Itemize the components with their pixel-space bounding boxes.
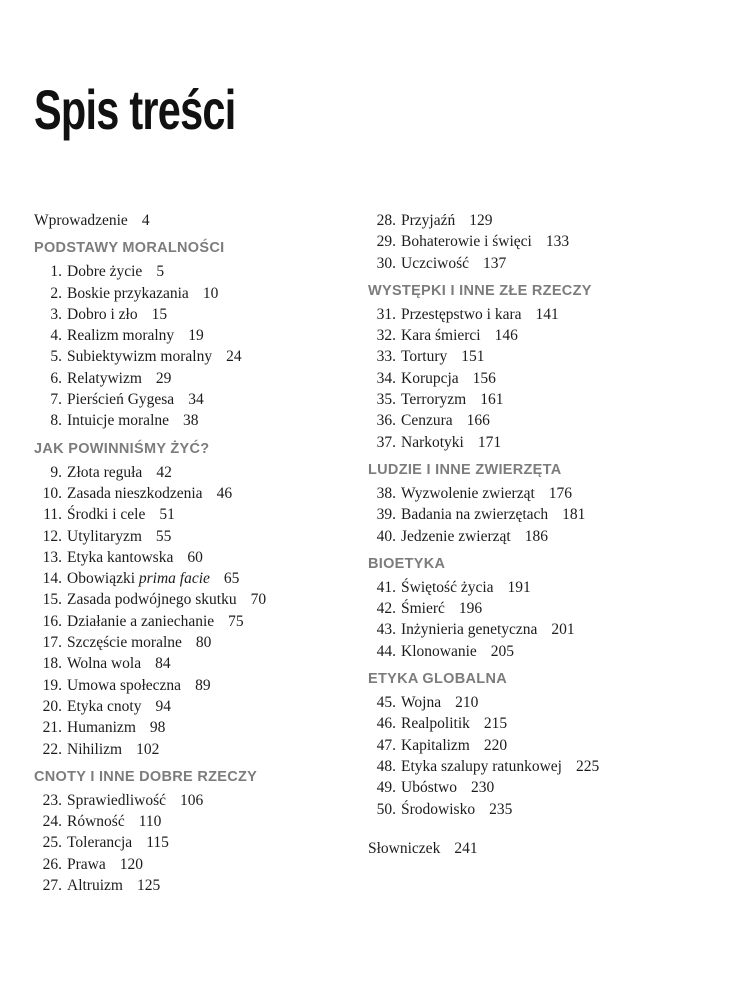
toc-entry[interactable] — [34, 717, 354, 738]
toc-entry-title: Cenzura — [401, 412, 453, 430]
toc-entry-page: 120 — [119, 855, 143, 873]
toc-entry-title: Złota reguła — [67, 463, 143, 481]
toc-entry-title: Prawa — [67, 855, 106, 873]
toc-entry[interactable] — [368, 799, 728, 820]
toc-entry-title: Środki i cele — [67, 506, 146, 524]
toc-entry-number: 10. — [42, 484, 62, 502]
toc-entry-page: 98 — [149, 719, 166, 737]
toc-entry-title: Nihilizm — [67, 740, 123, 758]
toc-entry-title: Działanie a zaniechanie — [67, 612, 215, 630]
toc-entry-title: Równość — [67, 813, 125, 831]
toc-entry-number: 16. — [42, 612, 62, 630]
toc-entry[interactable] — [368, 253, 728, 274]
toc-glossary-entry[interactable] — [368, 838, 728, 859]
toc-entry-page: 220 — [483, 736, 508, 754]
toc-entry-page: 115 — [146, 834, 169, 852]
toc-entry-title: Tortury — [401, 348, 448, 366]
toc-entry-title: Tolerancja — [67, 834, 133, 852]
toc-entry-number: 9. — [50, 463, 62, 481]
toc-entry-title: Relatywizm — [67, 369, 142, 387]
toc-sections-left — [34, 237, 354, 896]
toc-entry-page: 156 — [472, 369, 496, 387]
toc-entry-number: 35. — [376, 391, 396, 409]
toc-entry-number: 30. — [376, 254, 396, 272]
toc-entry-page: 70 — [250, 591, 267, 609]
toc-entry-title: Kapitalizm — [401, 736, 470, 754]
toc-entry[interactable] — [34, 346, 354, 367]
toc-intro-entry[interactable] — [34, 210, 354, 231]
toc-column-left — [34, 210, 354, 896]
toc-entry-title: Badania na zwierzętach — [401, 506, 549, 524]
toc-entry-title: Inżynieria genetyczna — [401, 621, 538, 639]
toc-entry-title: Korupcja — [401, 369, 459, 387]
toc-entry[interactable] — [368, 526, 728, 547]
toc-entry[interactable] — [368, 483, 728, 504]
toc-entry-number: 31. — [376, 305, 396, 323]
toc-entry-number: 40. — [376, 527, 396, 545]
toc-entry-page: 19 — [188, 327, 204, 345]
toc-entry-title: Etyka szalupy ratunkowej — [401, 757, 562, 775]
toc-entry-number: 15. — [42, 591, 62, 609]
toc-entry[interactable] — [368, 368, 728, 389]
toc-entry-number: 19. — [42, 676, 62, 694]
toc-entry-page: 181 — [562, 506, 586, 524]
toc-entry-page: 94 — [155, 697, 171, 715]
toc-entry-page: 215 — [483, 715, 508, 733]
toc-entry[interactable] — [34, 568, 354, 589]
toc-entry-number: 5. — [50, 348, 62, 366]
toc-entry-page: 176 — [548, 484, 573, 502]
toc-entry-page: 15 — [151, 305, 168, 323]
toc-entry-number: 2. — [50, 284, 62, 302]
toc-entry-number: 50. — [376, 800, 396, 818]
toc-entry[interactable] — [34, 696, 354, 717]
toc-section-heading: BIOETYKA — [368, 555, 446, 572]
toc-entry-title: Dobre życie — [67, 263, 143, 281]
toc-entry-page: 84 — [155, 655, 171, 673]
toc-entry[interactable] — [368, 346, 728, 367]
toc-entry-page: 89 — [195, 676, 211, 694]
toc-entry-title: Zasada nieszkodzenia — [67, 484, 203, 502]
toc-entry-label: Wprowadzenie — [34, 212, 128, 229]
toc-entry-page: 60 — [187, 548, 203, 566]
toc-entry-title: Dobro i zło — [67, 305, 138, 323]
toc-section-heading: PODSTAWY MORALNOŚCI — [34, 240, 225, 257]
toc-entry-title: Świętość życia — [401, 578, 494, 596]
toc-entry-number: 12. — [42, 527, 62, 545]
toc-entry[interactable] — [368, 389, 728, 410]
toc-entry-page: 55 — [155, 527, 172, 545]
toc-section-heading: WYSTĘPKI I INNE ZŁE RZECZY — [368, 282, 592, 299]
toc-entry[interactable] — [368, 325, 728, 346]
toc-entry-title: Intuicje moralne — [67, 412, 169, 430]
toc-entry-number: 28. — [376, 212, 396, 229]
toc-entry-page: 75 — [228, 612, 244, 630]
toc-entry-page: 106 — [180, 791, 204, 809]
toc-entry[interactable] — [34, 875, 354, 896]
toc-entry[interactable] — [34, 526, 354, 547]
toc-entry-page: 205 — [490, 642, 515, 660]
toc-section-heading: JAK POWINNIŚMY ŻYĆ? — [34, 440, 210, 457]
toc-entry-number: 47. — [376, 736, 396, 754]
toc-entry[interactable] — [34, 653, 354, 674]
toc-entry-number: 37. — [376, 433, 396, 451]
toc-entry-page: 24 — [226, 348, 242, 366]
toc-entry-page: 166 — [466, 412, 490, 430]
toc-section-heading: LUDZIE I INNE ZWIERZĘTA — [368, 461, 562, 478]
toc-entry-page: 161 — [480, 391, 504, 409]
toc-entry-title: Sprawiedliwość — [67, 791, 167, 809]
toc-entry-number: 34. — [376, 369, 396, 387]
toc-entry-number: 8. — [50, 412, 62, 430]
toc-entry-title: Wolna wola — [67, 655, 142, 673]
toc-entry[interactable] — [368, 432, 728, 453]
toc-entry-number: 23. — [42, 791, 62, 809]
toc-entry[interactable] — [368, 231, 728, 252]
toc-entry-page: 133 — [545, 233, 570, 251]
toc-entry-number: 33. — [376, 348, 396, 366]
toc-entry-title: Przestępstwo i kara — [401, 305, 522, 323]
toc-entry-page: 38 — [183, 412, 199, 430]
toc-entry-title: Przyjaźń — [401, 212, 456, 229]
page-title: Spis treści — [34, 78, 236, 141]
toc-entry-number: 44. — [376, 642, 396, 660]
toc-entry[interactable] — [368, 713, 728, 734]
toc-entry-title: Pierścień Gygesa — [67, 391, 175, 409]
toc-entry-page: 29 — [155, 369, 172, 387]
toc-entry-number: 4. — [50, 327, 62, 345]
toc-entry-number: 46. — [376, 715, 396, 733]
toc-entry[interactable] — [368, 692, 728, 713]
toc-entry-title: Obowiązki — [67, 570, 139, 588]
toc-entry-title: Śmierć — [401, 600, 445, 618]
toc-entry-page: 102 — [136, 740, 160, 758]
toc-entry-page: 46 — [216, 484, 233, 502]
toc-entry-number: 21. — [42, 719, 62, 737]
toc-entry[interactable] — [34, 304, 354, 325]
toc-entry[interactable] — [34, 832, 354, 853]
toc-entry[interactable] — [34, 283, 354, 304]
toc-entry[interactable] — [368, 619, 728, 640]
toc-entry[interactable] — [34, 611, 354, 632]
toc-entry-page: 4 — [141, 212, 150, 229]
toc-entry[interactable] — [34, 547, 354, 568]
toc-entry[interactable] — [34, 410, 354, 431]
toc-entry[interactable] — [34, 325, 354, 346]
toc-entry-number: 36. — [376, 412, 396, 430]
toc-entry[interactable] — [34, 854, 354, 875]
toc-entry[interactable] — [34, 483, 354, 504]
toc-sections-right — [368, 210, 728, 820]
toc-entry-page: 51 — [159, 506, 175, 524]
toc-entry-page: 65 — [223, 570, 240, 588]
toc-entry-title: Wojna — [401, 694, 442, 712]
toc-entry-title: Środowisko — [401, 800, 476, 818]
toc-entry-title: Humanizm — [67, 719, 136, 737]
toc-entry-title: Etyka cnoty — [67, 697, 142, 715]
toc-entry-title-italic: prima facie — [138, 570, 210, 588]
toc-entry-title: Klonowanie — [401, 642, 477, 660]
toc-entry-number: 14. — [42, 570, 62, 588]
toc-entry-number: 25. — [42, 834, 62, 852]
toc-entry-number: 27. — [42, 877, 62, 895]
toc-entry-title: Wyzwolenie zwierząt — [401, 484, 535, 502]
toc-entry[interactable] — [368, 504, 728, 525]
toc-entry-page: 80 — [195, 634, 212, 652]
toc-entry-page: 125 — [136, 877, 161, 895]
toc-entry-number: 1. — [50, 263, 62, 281]
toc-entry-page: 10 — [202, 284, 219, 302]
toc-entry[interactable] — [368, 410, 728, 431]
toc-entry-page: 110 — [138, 813, 162, 831]
toc-entry-title: Realpolitik — [401, 715, 470, 733]
toc-entry[interactable] — [368, 756, 728, 777]
toc-entry-page: 230 — [470, 779, 495, 797]
toc-entry-page: 171 — [477, 433, 502, 451]
toc-entry-page: 196 — [458, 600, 483, 618]
toc-entry-title: Ubóstwo — [401, 779, 457, 797]
toc-entry-number: 17. — [42, 634, 62, 652]
toc-entry-title: Uczciwość — [401, 254, 469, 272]
toc-entry-title: Terroryzm — [401, 391, 467, 409]
toc-entry[interactable] — [34, 389, 354, 410]
toc-entry[interactable] — [368, 735, 728, 756]
toc-entry-number: 29. — [376, 233, 396, 251]
toc-entry-page: 137 — [483, 254, 507, 272]
toc-entry-title: Etyka kantowska — [67, 548, 174, 566]
toc-entry-number: 41. — [376, 578, 396, 596]
toc-entry-number: 22. — [42, 740, 62, 758]
toc-entry-page: 5 — [156, 263, 165, 281]
toc-entry-title: Jedzenie zwierząt — [401, 527, 511, 545]
toc-entry-number: 48. — [376, 757, 396, 775]
toc-entry-page: 191 — [507, 578, 531, 596]
toc-entry-number: 6. — [50, 369, 62, 387]
toc-entry-page: 141 — [535, 305, 559, 323]
toc-entry[interactable] — [34, 739, 354, 760]
toc-entry-number: 20. — [42, 697, 62, 715]
toc-entry[interactable] — [34, 790, 354, 811]
toc-entry-page: 201 — [551, 621, 575, 639]
toc-entry-title: Altruizm — [67, 877, 123, 895]
toc-entry-page: 34 — [188, 391, 204, 409]
toc-entry[interactable] — [34, 675, 354, 696]
toc-entry-page: 241 — [454, 839, 478, 857]
toc-entry-page: 235 — [489, 800, 513, 818]
toc-section-heading: ETYKA GLOBALNA — [368, 671, 507, 688]
toc-entry[interactable] — [34, 632, 354, 653]
toc-section-heading: CNOTY I INNE DOBRE RZECZY — [34, 768, 258, 785]
toc-entry[interactable] — [34, 811, 354, 832]
toc-entry-title: Realizm moralny — [67, 327, 175, 345]
toc-entry[interactable] — [34, 261, 354, 282]
toc-entry-number: 49. — [376, 779, 396, 797]
toc-entry[interactable] — [368, 577, 728, 598]
toc-entry[interactable] — [368, 210, 728, 231]
toc-entry-title: Utylitaryzm — [67, 527, 142, 545]
toc-entry-title: Umowa społeczna — [67, 676, 182, 694]
toc-entry[interactable] — [34, 504, 354, 525]
toc-entry-number: 3. — [50, 305, 62, 323]
toc-entry-number: 11. — [43, 506, 62, 524]
toc-entry[interactable] — [368, 777, 728, 798]
toc-entry-number: 18. — [42, 655, 62, 673]
toc-entry-title: Kara śmierci — [401, 327, 481, 345]
toc-entry-page: 151 — [461, 348, 485, 366]
toc-entry-number: 32. — [376, 327, 396, 345]
toc-entry-page: 146 — [494, 327, 518, 345]
toc-entry[interactable] — [368, 304, 728, 325]
toc-entry-number: 26. — [42, 855, 62, 873]
toc-entry-title: Subiektywizm moralny — [67, 348, 213, 366]
toc-entry-number: 45. — [376, 694, 396, 712]
toc-entry[interactable] — [34, 589, 354, 610]
toc-entry-title: Szczęście moralne — [67, 634, 182, 652]
toc-entry[interactable] — [368, 598, 728, 619]
toc-entry[interactable] — [368, 641, 728, 662]
toc-entry-number: 7. — [50, 391, 62, 409]
toc-entry-number: 24. — [42, 813, 62, 831]
toc-entry-title: Bohaterowie i święci — [401, 233, 532, 251]
toc-entry-page: 42 — [156, 463, 172, 481]
toc-entry-page: 129 — [469, 212, 493, 229]
toc-entry-number: 13. — [42, 548, 62, 566]
toc-entry-number: 42. — [376, 600, 396, 618]
toc-entry-number: 38. — [376, 484, 396, 502]
toc-entry[interactable] — [34, 368, 354, 389]
toc-column-right — [368, 210, 728, 859]
toc-entry-page: 225 — [575, 757, 600, 775]
toc-entry-title: Boskie przykazania — [67, 284, 189, 302]
toc-entry-title: Zasada podwójnego skutku — [67, 591, 237, 609]
toc-entry-page: 210 — [455, 694, 479, 712]
toc-entry[interactable] — [34, 462, 354, 483]
toc-entry-number: 43. — [376, 621, 396, 639]
toc-entry-number: 39. — [376, 506, 396, 524]
toc-entry-page: 186 — [524, 527, 548, 545]
toc-entry-title: Narkotyki — [401, 433, 464, 451]
toc-entry-label: Słowniczek — [368, 839, 441, 857]
